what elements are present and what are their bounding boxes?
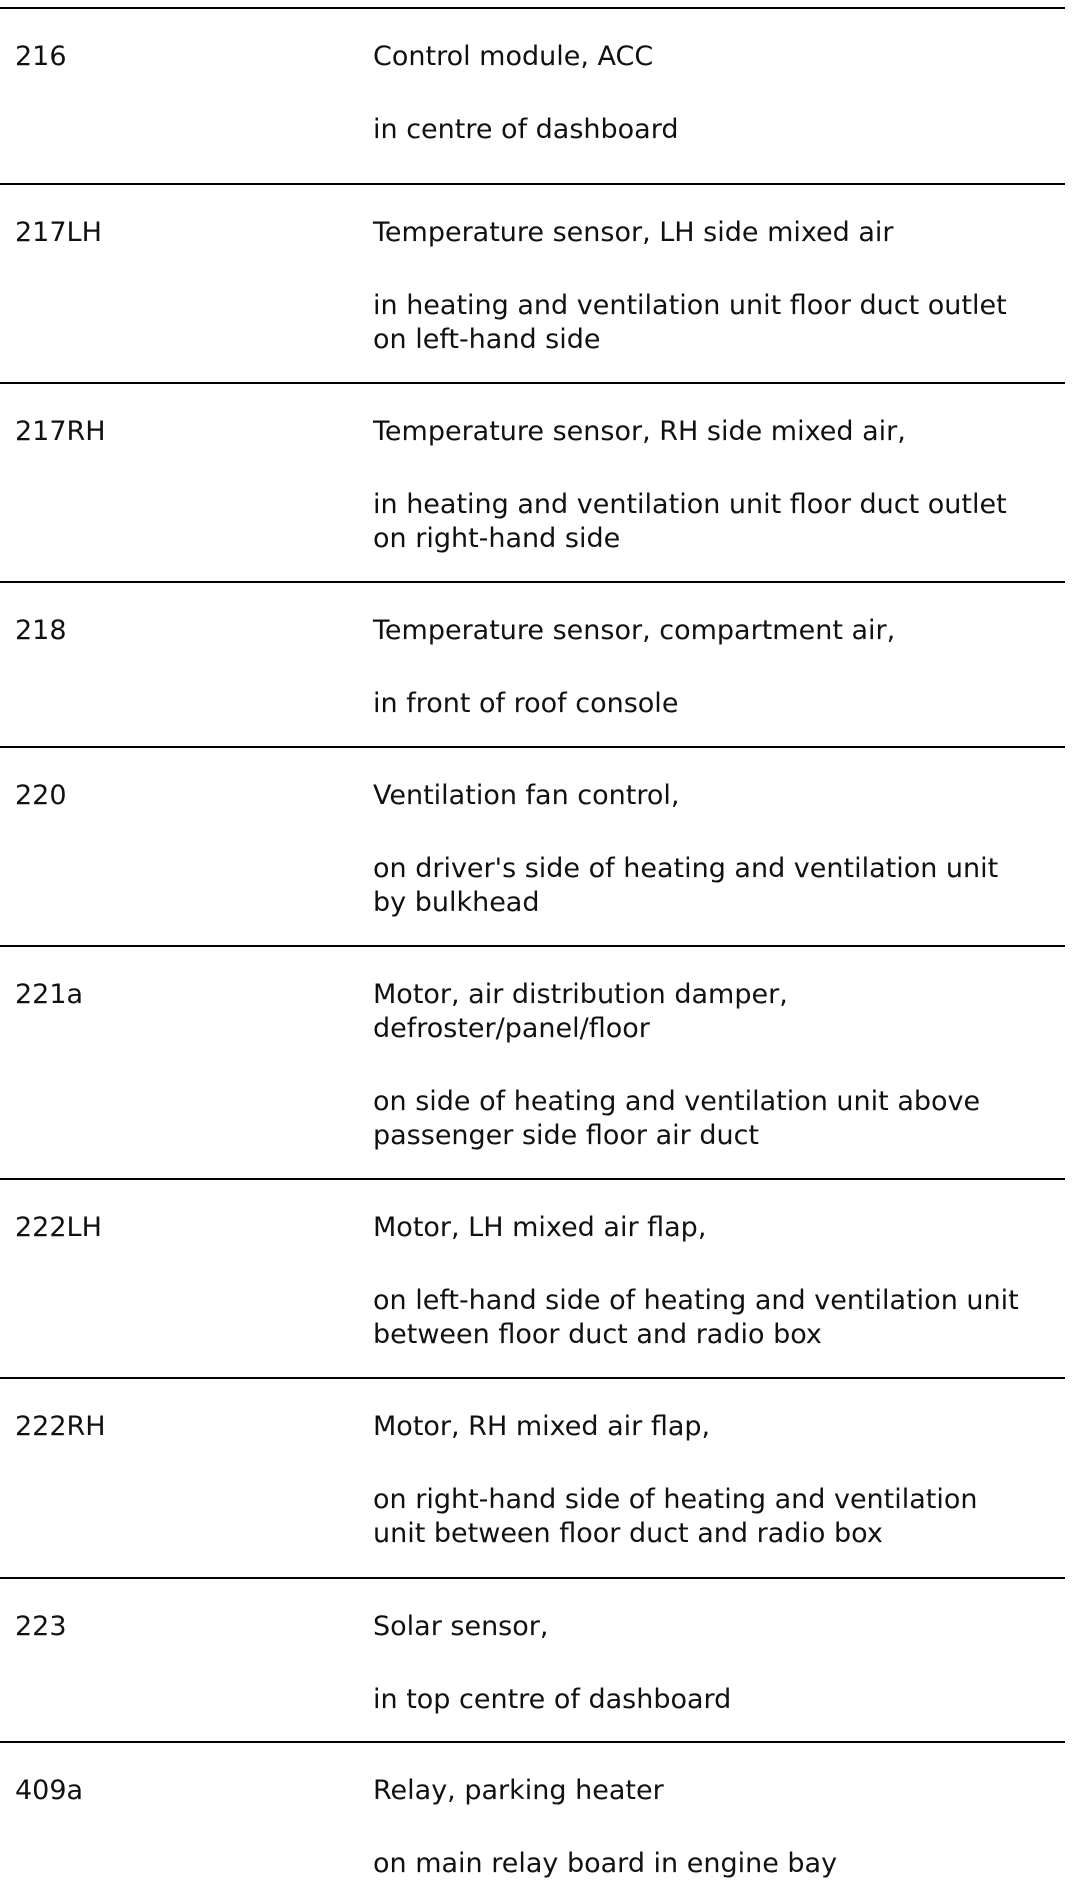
component-name: Temperature sensor, LH side mixed air bbox=[373, 217, 894, 248]
table-row bbox=[0, 1377, 1088, 1577]
row-divider bbox=[0, 382, 1065, 384]
component-code: 221a bbox=[15, 979, 84, 1010]
table-row bbox=[0, 1178, 1088, 1377]
component-location: on side of heating and ventilation unit above passenger side floor air duct bbox=[373, 1086, 981, 1151]
component-location: in top centre of dashboard bbox=[373, 1684, 732, 1715]
component-code: 409a bbox=[15, 1775, 84, 1806]
component-name: Temperature sensor, compartment air, bbox=[373, 615, 896, 646]
row-divider bbox=[0, 1741, 1065, 1743]
table-row bbox=[0, 7, 1088, 183]
row-divider bbox=[0, 746, 1065, 748]
component-name: Ventilation fan control, bbox=[373, 780, 680, 811]
table-row bbox=[0, 183, 1088, 382]
component-code: 216 bbox=[15, 41, 67, 72]
table-row bbox=[0, 945, 1088, 1178]
component-location: in heating and ventilation unit floor duct outlet on left-hand side bbox=[373, 290, 1007, 355]
row-divider bbox=[0, 581, 1065, 583]
component-name: Temperature sensor, RH side mixed air, bbox=[373, 416, 906, 447]
row-divider bbox=[0, 7, 1065, 9]
component-name: Control module, ACC bbox=[373, 41, 654, 72]
table-row bbox=[0, 1741, 1088, 1898]
component-name: Solar sensor, bbox=[373, 1611, 549, 1642]
component-code: 218 bbox=[15, 615, 67, 646]
table-row bbox=[0, 581, 1088, 746]
table-row bbox=[0, 746, 1088, 945]
component-location: on left-hand side of heating and ventilation unit between floor duct and radio box bbox=[373, 1285, 1019, 1350]
row-divider bbox=[0, 1377, 1065, 1379]
component-name: Relay, parking heater bbox=[373, 1775, 664, 1806]
component-code: 222LH bbox=[15, 1212, 102, 1243]
component-location: on main relay board in engine bay bbox=[373, 1848, 838, 1879]
component-code: 217RH bbox=[15, 416, 106, 447]
row-divider bbox=[0, 945, 1065, 947]
row-divider bbox=[0, 1178, 1065, 1180]
component-name: Motor, RH mixed air flap, bbox=[373, 1411, 711, 1442]
row-divider bbox=[0, 183, 1065, 185]
table-row bbox=[0, 1577, 1088, 1741]
component-location: in front of roof console bbox=[373, 688, 679, 719]
component-location: on right-hand side of heating and ventilation unit between floor duct and radio box bbox=[373, 1484, 978, 1549]
component-location: in heating and ventilation unit floor duct outlet on right-hand side bbox=[373, 489, 1007, 554]
table-row bbox=[0, 382, 1088, 581]
component-name: Motor, air distribution damper, defroster/panel/floor bbox=[373, 979, 788, 1044]
component-name: Motor, LH mixed air flap, bbox=[373, 1212, 707, 1243]
component-code: 222RH bbox=[15, 1411, 106, 1442]
row-divider bbox=[0, 1577, 1065, 1579]
component-code: 217LH bbox=[15, 217, 102, 248]
component-code: 220 bbox=[15, 780, 67, 811]
component-location: in centre of dashboard bbox=[373, 114, 679, 145]
component-location: on driver's side of heating and ventilation unit by bulkhead bbox=[373, 853, 999, 918]
component-code: 223 bbox=[15, 1611, 67, 1642]
